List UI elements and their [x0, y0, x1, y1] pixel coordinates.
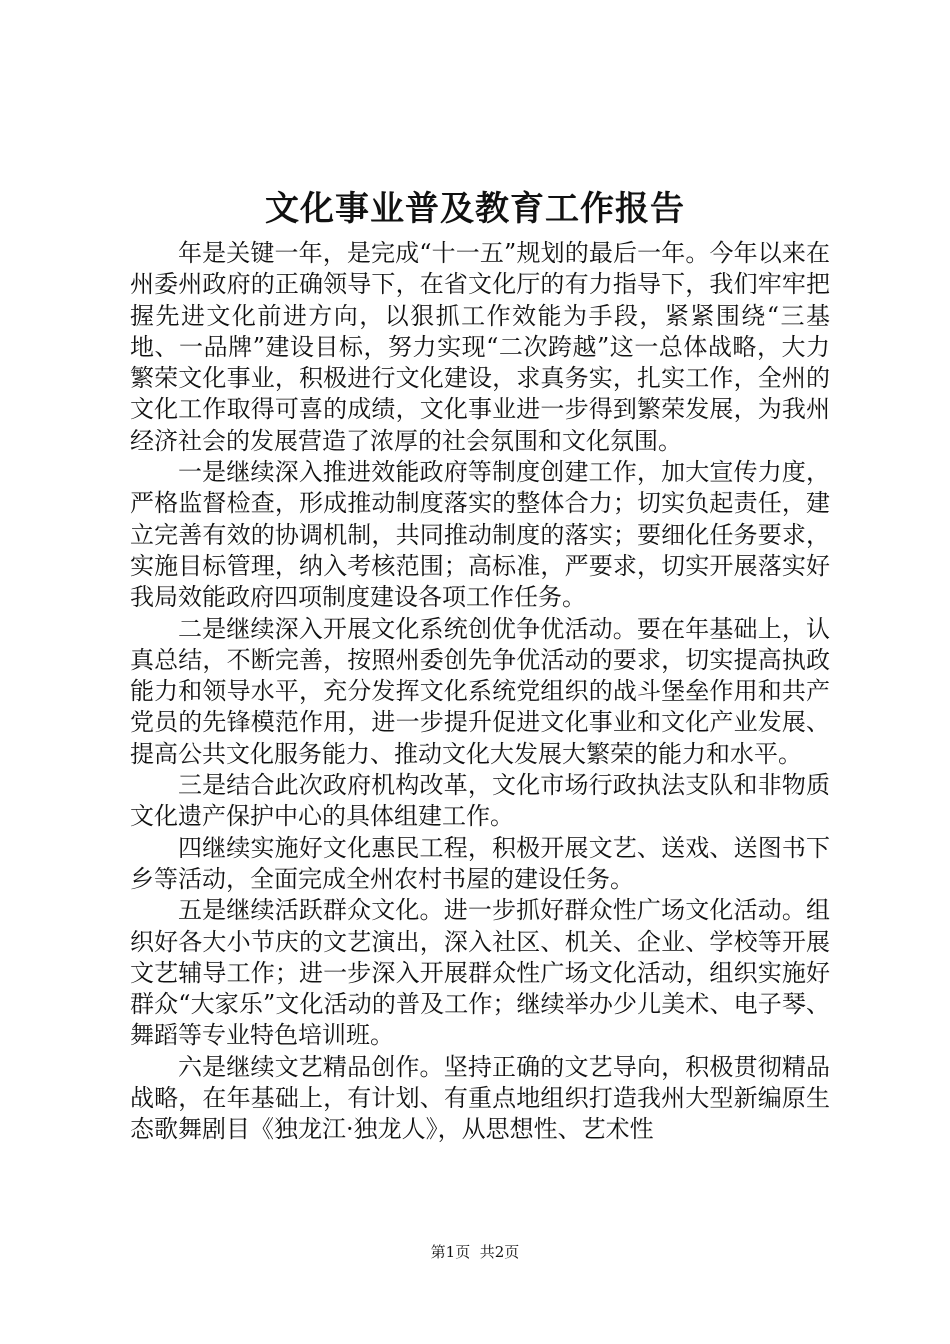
paragraph-item-5: 五是继续活跃群众文化。进一步抓好群众性广场文化活动。组织好各大小节庆的文艺演出，深入社区、机关、企业、学校等开展文艺辅导工作；进一步深入开展群众性广场文化活动，组织实施好群众“大家乐”文化活动的普及工作；继续举办少儿美术、电子琴、舞蹈等专业特色培训班。	[130, 896, 830, 1050]
footer-spacer	[470, 1243, 480, 1261]
page-number: 第1页	[430, 1243, 471, 1261]
paragraph-item-1: 一是继续深入推进效能政府等制度创建工作，加大宣传力度，严格监督检查，形成推动制度落实的整体合力；切实负起责任，建立完善有效的协调机制，共同推动制度的落实；要细化任务要求，实施目标管理，纳入考核范围；高标准，严要求，切实开展落实好我局效能政府四项制度建设各项工作任务。	[130, 458, 830, 612]
page-footer	[0, 1242, 950, 1262]
paragraph-item-6: 六是继续文艺精品创作。坚持正确的文艺导向，积极贯彻精品战略，在年基础上，有计划、有重点地组织打造我州大型新编原生态歌舞剧目《独龙江·独龙人》，从思想性、艺术性	[130, 1052, 830, 1144]
paragraph-item-4: 四继续实施好文化惠民工程，积极开展文艺、送戏、送图书下乡等活动，全面完成全州农村书屋的建设任务。	[130, 833, 830, 893]
document-title: 文化事业普及教育工作报告	[265, 189, 685, 229]
document-body	[130, 238, 830, 1146]
intro-paragraph: 年是关键一年，是完成“十一五”规划的最后一年。今年以来在州委州政府的正确领导下，在省文化厅的有力指导下，我们牢牢把握先进文化前进方向，以狠抓工作效能为手段，紧紧围绕“三基地、一品牌”建设目标，努力实现“二次跨越”这一总体战略，大力繁荣文化事业，积极进行文化建设，求真务实，扎实工作，全州的文化工作取得可喜的成绩，文化事业进一步得到繁荣发展，为我州经济社会的发展营造了浓厚的社会氛围和文化氛围。	[130, 239, 830, 455]
paragraph-item-3: 三是结合此次政府机构改革，文化市场行政执法支队和非物质文化遗产保护中心的具体组建工作。	[130, 771, 830, 831]
total-pages: 共2页	[479, 1243, 520, 1261]
paragraph-item-2: 二是继续深入开展文化系统创优争优活动。要在年基础上，认真总结，不断完善，按照州委创先争优活动的要求，切实提高执政能力和领导水平，充分发挥文化系统党组织的战斗堡垒作用和共产党员的先锋模范作用，进一步提升促进文化事业和文化产业发展、提高公共文化服务能力、推动文化大发展大繁荣的能力和水平。	[130, 614, 830, 768]
